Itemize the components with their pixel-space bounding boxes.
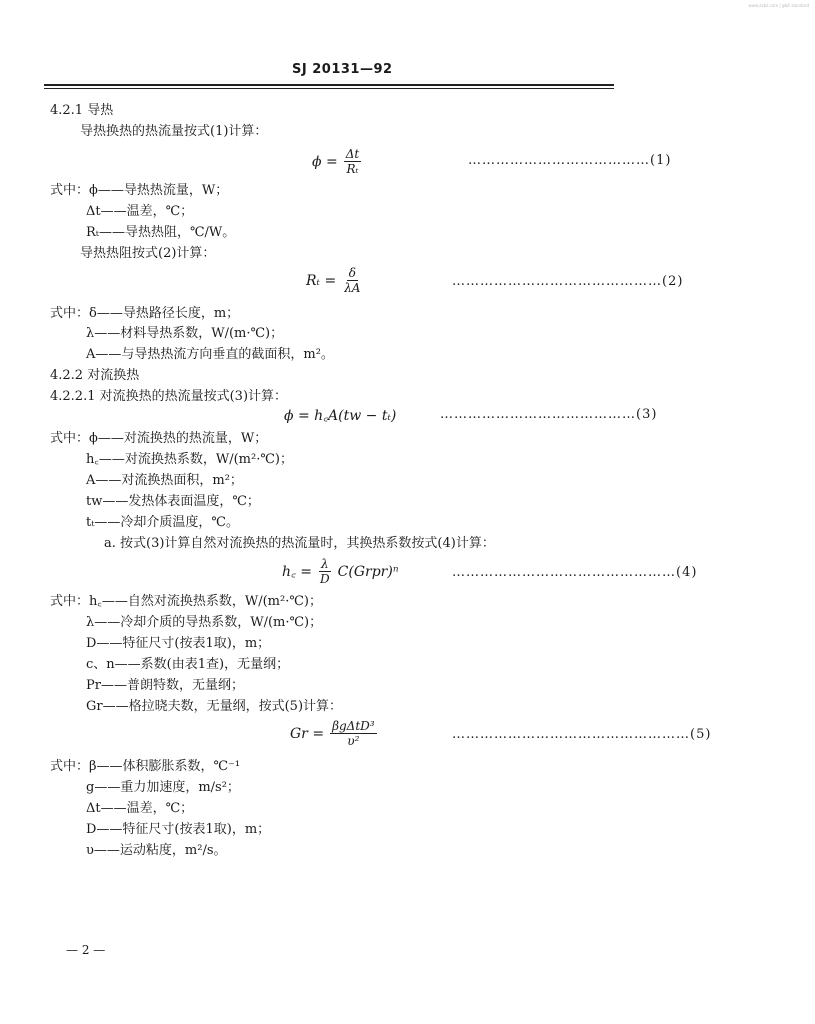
equation-2-dots: ………………………………………: [452, 274, 662, 289]
equation-5-fraction: [330, 719, 377, 748]
document-code: SJ 20131—92: [292, 62, 393, 77]
text-line-d5d: D——特征尺寸(按表1取)，m；: [86, 822, 271, 837]
text-line-d3e: tₜ——冷却介质温度，℃。: [86, 515, 239, 530]
equation-2-fraction: [342, 266, 362, 295]
text-line-d2a: 式中：δ——导热路径长度，m；: [50, 306, 240, 321]
text-line-d4d: c、n——系数(由表1查)，无量纲；: [86, 657, 290, 672]
page-number: — 2 —: [66, 943, 106, 957]
equation-5-leader: [452, 727, 711, 742]
text-line-d5e: υ——运动粘度，m²/s。: [86, 843, 227, 858]
equation-3-dots: ……………………………………: [440, 407, 636, 422]
equation-5-denominator: υ²: [347, 734, 360, 748]
text-line-d5a: 式中：β——体积膨胀系数，℃⁻¹: [50, 759, 241, 774]
text-line-p1: 导热换热的热流量按式(1)计算：: [80, 124, 268, 139]
equation-1-lhs: ϕ =: [312, 153, 338, 170]
equation-3-leader: [440, 407, 657, 422]
equation-1-dots: …………………………………: [468, 153, 650, 168]
equation-4-number: (4): [676, 565, 698, 580]
text-line-d3a: 式中：ϕ——对流换热的热流量，W；: [50, 431, 268, 446]
text-line-d5b: g——重力加速度，m/s²；: [86, 780, 240, 795]
text-line-s421: 4.2.1 导热: [50, 103, 114, 118]
equation-1-denominator: Rₜ: [346, 162, 359, 176]
equation-5: [290, 719, 377, 748]
equation-5-lhs: Gr =: [290, 725, 325, 742]
text-line-d1a: 式中：ϕ——导热热流量，W；: [50, 183, 229, 198]
equation-1-number: (1): [650, 153, 672, 168]
header-rule-top: [44, 84, 614, 86]
equation-3: ϕ = h꜀A(tw − tₜ): [284, 408, 397, 424]
equation-1-fraction: [344, 147, 362, 176]
equation-2-lhs: Rₜ =: [306, 272, 337, 289]
text-line-d1b: Δt——温差，℃；: [86, 204, 194, 219]
watermark-stamp: www.zxbz.com | gb/t standard: [748, 3, 809, 8]
equation-1-numerator: Δt: [345, 147, 360, 161]
text-line-d4a: 式中：h꜀——自然对流换热系数，W/(m²·℃)；: [50, 594, 322, 609]
equation-2-leader: [452, 274, 683, 289]
header-rule-bottom: [44, 88, 614, 89]
equation-2-numerator: δ: [348, 266, 356, 280]
text-line-d3d: tw——发热体表面温度，℃；: [86, 494, 260, 509]
text-line-s422: 4.2.2 对流换热: [50, 368, 140, 383]
equation-1: [312, 147, 361, 176]
text-line-pa: a. 按式(3)计算自然对流换热的热流量时，其换热系数按式(4)计算：: [104, 536, 495, 551]
equation-4-fraction: [318, 557, 332, 586]
equation-4-leader: [452, 565, 697, 580]
equation-4-denominator: D: [320, 572, 330, 586]
equation-4-lhs: h꜀ =: [282, 564, 313, 580]
text-line-d2b: λ——材料导热系数，W/(m·℃)；: [86, 326, 284, 341]
equation-2-number: (2): [662, 274, 684, 289]
equation-4-rhs: C(Grpr)ⁿ: [337, 563, 399, 580]
equation-1-leader: [468, 153, 671, 168]
equation-5-numerator: βgΔtD³: [332, 719, 375, 733]
text-line-d5c: Δt——温差，℃；: [86, 801, 194, 816]
equation-5-number: (5): [690, 727, 712, 742]
text-line-d4e: Pr——普朗特数，无量纲；: [86, 678, 244, 693]
equation-2: [306, 266, 362, 295]
equation-3-number: (3): [636, 407, 658, 422]
text-line-d1c: Rₜ——导热热阻，℃/W。: [86, 225, 236, 240]
equation-4-dots: …………………………………………: [452, 565, 676, 580]
text-line-p2: 导热热阻按式(2)计算：: [80, 246, 216, 261]
text-line-d2c: A——与导热热流方向垂直的截面积，m²。: [86, 347, 334, 362]
equation-2-denominator: λA: [344, 281, 361, 295]
text-line-d4b: λ——冷却介质的导热系数，W/(m·℃)；: [86, 615, 323, 630]
text-line-d4c: D——特征尺寸(按表1取)，m；: [86, 636, 271, 651]
text-line-d3b: h꜀——对流换热系数，W/(m²·℃)；: [86, 452, 293, 467]
equation-4: [282, 557, 399, 586]
text-line-d4f: Gr——格拉晓夫数，无量纲，按式(5)计算：: [86, 699, 343, 714]
equation-5-dots: ……………………………………………: [452, 727, 690, 742]
text-line-s4221: 4.2.2.1 对流换热的热流量按式(3)计算：: [50, 389, 288, 404]
text-line-d3c: A——对流换热面积，m²；: [86, 473, 243, 488]
equation-4-numerator: λ: [321, 557, 329, 571]
